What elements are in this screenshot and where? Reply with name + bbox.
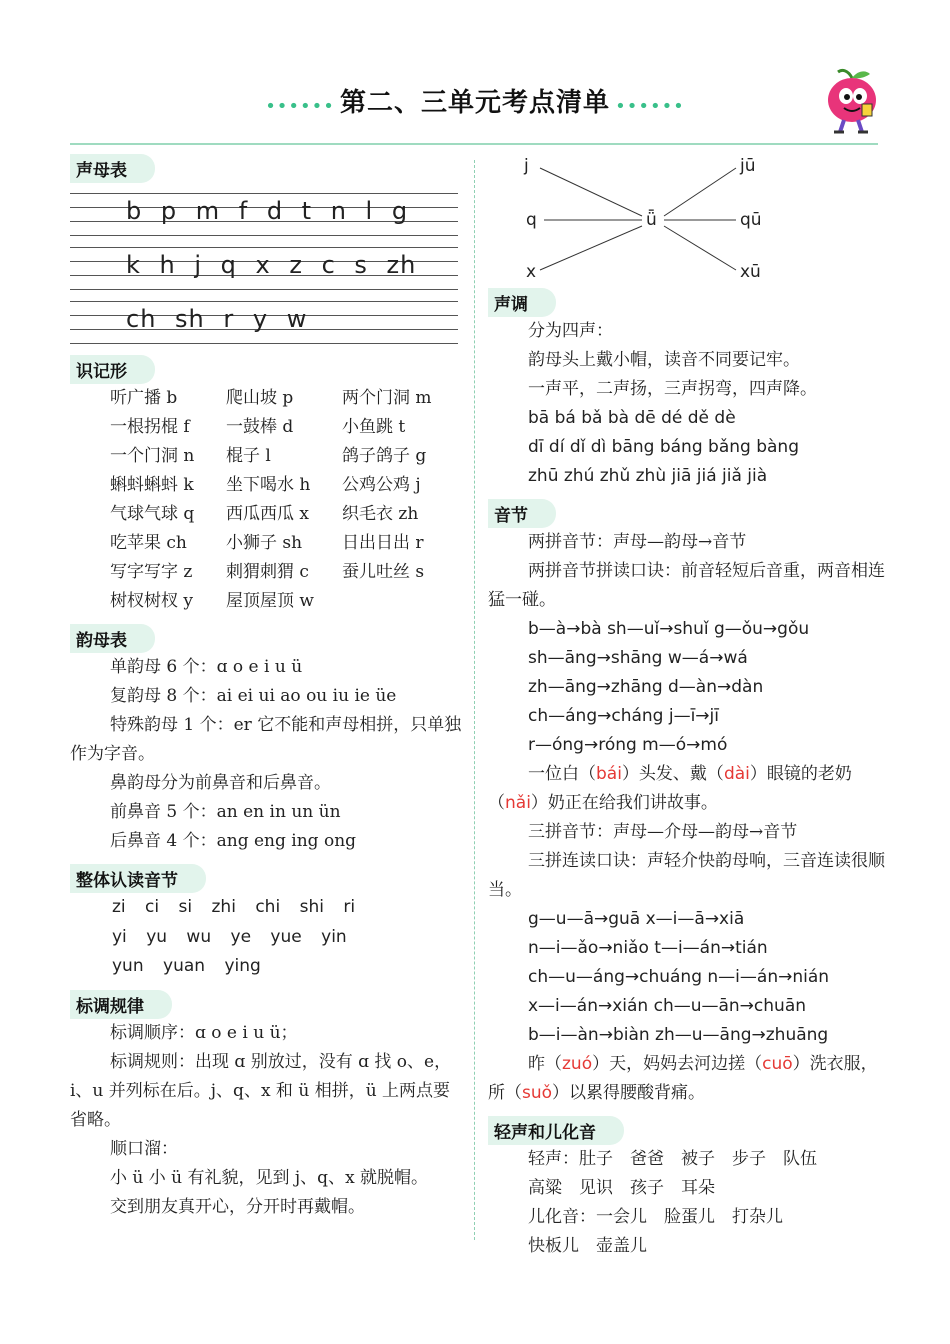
yunmu-line: 复韵母 8 个：ai ei ui ao ou iu ie üe: [110, 686, 397, 706]
yunmu-line: 特殊韵母 1 个：er 它不能和声母相拼，只单独作为字音。: [70, 715, 462, 764]
shixing-item: 刺猬刺猬 c: [226, 562, 309, 582]
qingsheng-line: 轻声：肚子 爸爸 被子 步子 队伍: [528, 1149, 817, 1169]
shixing-item: 小狮子 sh: [226, 533, 303, 553]
sentence-text: ）以累得腰酸背痛。: [552, 1083, 706, 1103]
pinyin-highlight: zuó: [562, 1054, 593, 1074]
yunmu-line: 单韵母 6 个：ɑ o e i u ü: [110, 657, 303, 677]
shixing-item: 公鸡公鸡 j: [342, 475, 421, 495]
example-sentence: [488, 1050, 888, 1108]
shengdiao-line: 分为四声：: [528, 321, 613, 341]
diagram-left: j: [524, 156, 529, 176]
pinyin-highlight: dài: [723, 764, 750, 784]
shixing-item: 吃苹果 ch: [110, 533, 187, 553]
page-title: 第二、三单元考点清单: [339, 88, 610, 118]
section-title-yinjie: 音节: [488, 499, 556, 528]
section-title-yunmu: 韵母表: [70, 624, 155, 653]
column-divider: [474, 160, 475, 1240]
shixing-item: 听广播 b: [110, 388, 178, 408]
staff-row: [70, 297, 458, 351]
sentence-text: ）眼镜的老奶（: [488, 764, 852, 813]
sentence-text: ）天，妈妈去河边搓（: [592, 1054, 763, 1074]
shixing-item: 一鼓棒 d: [226, 417, 294, 437]
yunmu-line: 前鼻音 5 个：an en in un ün: [110, 802, 341, 822]
shixing-item: 西瓜西瓜 x: [226, 504, 309, 524]
biaodiao-line: 交到朋友真开心，分开时再戴帽。: [110, 1196, 365, 1217]
yunmu-content: [70, 653, 466, 856]
yinjie-line: 三拼音节：声母—介母—韵母→音节: [528, 822, 798, 842]
diagram-left: x: [526, 262, 537, 282]
shixing-item: 蚕儿吐丝 s: [342, 562, 425, 582]
pinyin-highlight: suǒ: [522, 1083, 553, 1103]
spelling-row: ch—áng→cháng j—ī→jī: [528, 706, 719, 726]
qingsheng-line: 儿化音：一会儿 脸蛋儿 打杂儿: [528, 1207, 783, 1227]
diagram-left: q: [526, 210, 537, 230]
shixing-item: 日出日出 r: [342, 533, 424, 553]
spelling-row: r—óng→róng m—ó→mó: [528, 735, 728, 755]
shixing-item: 鸽子鸽子 g: [342, 446, 427, 466]
tone-row: zhū zhú zhǔ zhù jiā jiá jiǎ jià: [528, 466, 768, 486]
yinjie-line: 三拼连读口诀：声轻介快韵母响，三音连读很顺当。: [488, 851, 885, 900]
shengdiao-content: [488, 317, 888, 491]
biaodiao-line: 顺口溜：: [110, 1138, 178, 1159]
header-rule: [70, 143, 878, 145]
biaodiao-line: 小 ü 小 ü 有礼貌，见到 j、q、x 就脱帽。: [110, 1167, 429, 1188]
shengmu-row: k h j q x z c s zh: [126, 251, 417, 279]
shixing-item: 写字写字 z: [110, 562, 193, 582]
sentence-text: 昨（: [528, 1054, 562, 1074]
qingsheng-content: [488, 1145, 888, 1261]
sentence-text: ）洗衣服，所（: [488, 1054, 878, 1103]
shixing-item: 坐下喝水 h: [226, 475, 311, 495]
spelling-row: x—i—án→xián ch—u—ān→chuān: [528, 996, 807, 1016]
sentence-text: ）奶正在给我们讲故事。: [530, 793, 718, 813]
qingsheng-line: 高粱 见识 孩子 耳朵: [528, 1178, 715, 1198]
pinyin-highlight: bái: [596, 764, 622, 784]
diagram-lines: [518, 146, 818, 288]
pinyin-highlight: cuō: [762, 1054, 793, 1074]
zhengti-row: yun yuan ying: [112, 956, 261, 976]
title-dots-right: ••••••: [615, 96, 685, 117]
title-dots-left: ••••••: [265, 96, 335, 117]
pinyin-highlight: nǎi: [505, 793, 531, 813]
shengdiao-line: 一声平，二声扬，三声拐弯，四声降。: [528, 379, 817, 399]
yunmu-line: 后鼻音 4 个：ang eng ing ong: [110, 831, 357, 851]
sentence-text: 一位白（: [528, 764, 596, 784]
yunmu-line: 鼻韵母分为前鼻音和后鼻音。: [110, 773, 331, 793]
biaodiao-content: [70, 1019, 466, 1222]
shixing-item: 棍子 l: [226, 446, 271, 466]
shengmu-row: b p m f d t n l g: [126, 197, 409, 225]
zhengti-content: [70, 893, 466, 982]
shixing-item: 织毛衣 zh: [342, 504, 419, 524]
section-title-biaodiao: 标调规律: [70, 990, 172, 1019]
shixing-item: 小鱼跳 t: [342, 417, 406, 437]
staff-row: [70, 189, 458, 243]
spelling-row: sh—āng→shāng w—á→wá: [528, 648, 748, 668]
diagram-right: xū: [740, 262, 761, 282]
u-diagram: [518, 146, 818, 288]
yinjie-line: 两拼音节：声母—韵母→音节: [528, 532, 747, 552]
shixing-item: 蝌蚪蝌蚪 k: [110, 475, 194, 495]
sentence-text: ）头发、戴（: [621, 764, 724, 784]
shixing-item: 一个门洞 n: [110, 446, 195, 466]
diagram-right: jū: [740, 156, 756, 176]
yinjie-content: [488, 528, 888, 1108]
spelling-row: g—u—ā→guā x—i—ā→xiā: [528, 909, 745, 929]
shixing-item: 屋顶屋顶 w: [226, 591, 314, 611]
shixing-item: 树杈树杈 y: [110, 591, 194, 611]
zhengti-row: zi ci si zhi chi shi ri: [112, 897, 356, 917]
spelling-row: ch—u—áng→chuáng n—i—án→nián: [528, 967, 830, 987]
shengdiao-line: 韵母头上戴小帽，读音不同要记牢。: [528, 350, 800, 370]
shengmu-row: ch sh r y w: [126, 305, 308, 333]
shengmu-table: [70, 189, 466, 351]
yinjie-line: 两拼音节拼读口诀：前音轻短后音重，两音相连猛一碰。: [488, 561, 885, 610]
section-title-zhengti: 整体认读音节: [70, 864, 206, 893]
tone-row: bā bá bǎ bà dē dé dě dè: [528, 408, 736, 428]
staff-row: [70, 243, 458, 297]
tone-row: dī dí dǐ dì bāng báng bǎng bàng: [528, 437, 799, 457]
diagram-right: qū: [740, 210, 762, 230]
spelling-row: b—i—àn→biàn zh—u—āng→zhuāng: [528, 1025, 829, 1045]
section-title-shengdiao: 声调: [488, 288, 556, 317]
qingsheng-line: 快板儿 壶盖儿: [528, 1236, 647, 1256]
shixing-item: 一根拐棍 f: [110, 417, 190, 437]
spelling-row: zh—āng→zhāng d—àn→dàn: [528, 677, 764, 697]
spelling-row: n—i—ǎo→niǎo t—i—án→tián: [528, 938, 768, 958]
section-title-shixing: 识记形: [70, 355, 155, 384]
right-column: [488, 146, 888, 1261]
spelling-row: b—à→bà sh—uǐ→shuǐ g—ǒu→gǒu: [528, 619, 810, 639]
page-header: [0, 82, 950, 119]
shixing-grid: [70, 384, 466, 616]
zhengti-row: yi yu wu ye yue yin: [112, 926, 347, 947]
section-title-shengmu: 声母表: [70, 154, 155, 183]
left-column: [70, 146, 466, 1222]
diagram-center: ǖ: [646, 210, 657, 230]
apple-mascot-icon: [818, 66, 884, 136]
biaodiao-line: 标调规则：出现 ɑ 别放过，没有 ɑ 找 o、e，i、u 并列标在后。j、q、x 和 ü 相拼，ü 上两点要省略。: [70, 1051, 452, 1130]
biaodiao-line: 标调顺序：ɑ o e i u ü；: [110, 1022, 298, 1043]
shixing-item: 气球气球 q: [110, 504, 195, 524]
shixing-item: 爬山坡 p: [226, 388, 294, 408]
shixing-item: 两个门洞 m: [342, 388, 432, 408]
section-title-qingsheng: 轻声和儿化音: [488, 1116, 624, 1145]
example-sentence: [488, 760, 888, 818]
